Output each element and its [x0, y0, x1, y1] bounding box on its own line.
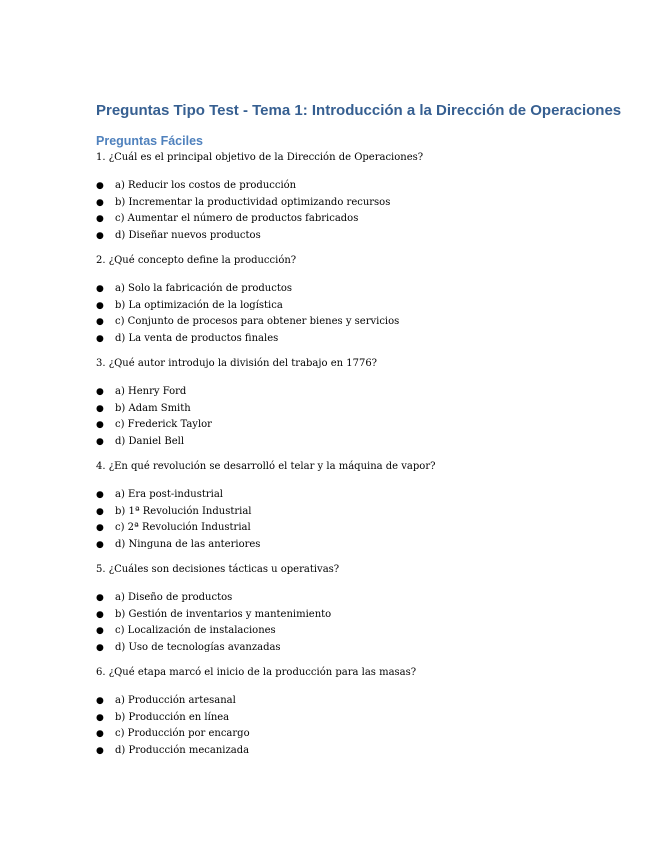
option-text: a) Era post-industrial	[115, 489, 223, 500]
option-item	[96, 504, 615, 521]
option-text: b) 1ª Revolución Industrial	[115, 505, 252, 517]
option-list	[96, 487, 615, 553]
option-text: b) Gestión de inventarios y mantenimiento	[115, 608, 332, 620]
option-text: c) Localización de instalaciones	[115, 625, 276, 636]
bullet-icon: ●	[96, 745, 104, 756]
bullet-icon: ●	[96, 403, 104, 414]
option-item	[96, 607, 615, 624]
bullet-icon: ●	[96, 214, 104, 224]
bullet-icon: ●	[96, 317, 104, 327]
option-item	[96, 590, 615, 607]
option-item	[96, 384, 615, 401]
bullet-icon: ●	[96, 712, 104, 723]
question-block	[96, 151, 615, 244]
bullet-icon: ●	[96, 696, 104, 706]
question-text: 6. ¿Qué etapa marcó el inicio de la producción para las masas?	[96, 667, 417, 678]
bullet-icon: ●	[96, 523, 104, 533]
question-text: 3. ¿Qué autor introdujo la división del trabajo en 1776?	[96, 358, 378, 369]
bullet-icon: ●	[96, 593, 104, 603]
option-item	[96, 693, 615, 710]
bullet-icon: ●	[96, 387, 104, 397]
option-text: b) Producción en línea	[115, 711, 230, 723]
option-text: b) Incrementar la productividad optimizando recursos	[115, 196, 391, 208]
bullet-icon: ●	[96, 230, 104, 241]
option-text: d) Daniel Bell	[115, 435, 185, 447]
bullet-icon: ●	[96, 642, 104, 653]
option-text: a) Reducir los costos de producción	[115, 180, 297, 191]
bullet-icon: ●	[96, 181, 104, 191]
option-list	[96, 590, 615, 656]
option-text: b) Adam Smith	[115, 402, 191, 414]
option-item	[96, 434, 615, 451]
question-block	[96, 254, 615, 347]
bullet-icon: ●	[96, 539, 104, 550]
option-text: c) Conjunto de procesos para obtener bienes y servicios	[115, 316, 400, 327]
question-block	[96, 666, 615, 759]
bullet-icon: ●	[96, 729, 104, 739]
question-text: 4. ¿En qué revolución se desarrolló el telar y la máquina de vapor?	[96, 461, 436, 472]
option-item	[96, 623, 615, 640]
option-list	[96, 693, 615, 759]
bullet-icon: ●	[96, 420, 104, 430]
option-text: a) Henry Ford	[115, 386, 187, 397]
bullet-icon: ●	[96, 284, 104, 294]
option-item	[96, 314, 615, 331]
option-text: c) Aumentar el número de productos fabricados	[115, 213, 359, 224]
question-block	[96, 460, 615, 553]
document-title: Preguntas Tipo Test - Tema 1: Introducción a la Dirección de Operaciones	[96, 102, 622, 119]
option-text: c) Frederick Taylor	[115, 419, 212, 430]
option-list	[96, 281, 615, 347]
question-text: 2. ¿Qué concepto define la producción?	[96, 255, 297, 266]
option-text: b) La optimización de la logística	[115, 299, 283, 311]
option-text: c) 2ª Revolución Industrial	[115, 522, 251, 533]
question-text: 5. ¿Cuáles son decisiones tácticas u operativas?	[96, 564, 340, 575]
option-text: c) Producción por encargo	[115, 728, 250, 739]
option-text: a) Diseño de productos	[115, 592, 233, 603]
bullet-icon: ●	[96, 506, 104, 517]
option-list	[96, 178, 615, 244]
option-item	[96, 401, 615, 418]
bullet-icon: ●	[96, 626, 104, 636]
option-item	[96, 640, 615, 657]
option-item	[96, 743, 615, 760]
option-text: a) Solo la fabricación de productos	[115, 283, 293, 294]
option-item	[96, 487, 615, 504]
option-item	[96, 195, 615, 212]
bullet-icon: ●	[96, 436, 104, 447]
option-item	[96, 331, 615, 348]
option-item	[96, 298, 615, 315]
option-item	[96, 726, 615, 743]
question-text: 1. ¿Cuál es el principal objetivo de la Dirección de Operaciones?	[96, 152, 424, 163]
option-item	[96, 281, 615, 298]
bullet-icon: ●	[96, 197, 104, 208]
bullet-icon: ●	[96, 300, 104, 311]
bullet-icon: ●	[96, 333, 104, 344]
option-list	[96, 384, 615, 450]
option-text: d) Producción mecanizada	[115, 744, 250, 756]
option-item	[96, 228, 615, 245]
option-item	[96, 520, 615, 537]
option-item	[96, 211, 615, 228]
section-heading: Preguntas Fáciles	[96, 134, 203, 148]
question-block	[96, 563, 615, 656]
bullet-icon: ●	[96, 490, 104, 500]
question-block	[96, 357, 615, 450]
option-text: d) Ninguna de las anteriores	[115, 538, 261, 550]
option-item	[96, 537, 615, 554]
bullet-icon: ●	[96, 609, 104, 620]
option-item	[96, 178, 615, 195]
option-item	[96, 417, 615, 434]
option-text: a) Producción artesanal	[115, 695, 236, 706]
option-text: d) Uso de tecnologías avanzadas	[115, 641, 281, 653]
option-text: d) La venta de productos finales	[115, 332, 279, 344]
option-item	[96, 710, 615, 727]
option-text: d) Diseñar nuevos productos	[115, 229, 261, 241]
